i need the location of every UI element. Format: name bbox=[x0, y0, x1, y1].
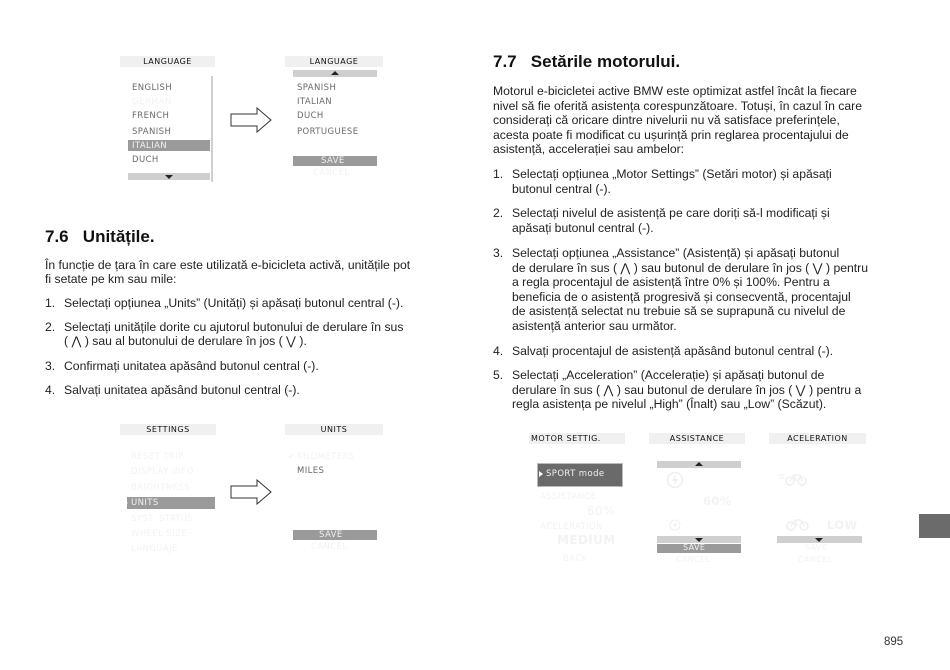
motor-intro-line-1: Motorul e-bicicletei active BMW este optimizat astfel încât la fiecare bbox=[493, 84, 857, 98]
step-text: Confirmați unitatea apăsând butonul central (-). bbox=[64, 359, 319, 373]
pointer-icon bbox=[123, 500, 128, 506]
step-number: 1. bbox=[45, 296, 56, 310]
level-marker-icon bbox=[692, 496, 700, 504]
check-icon: ✔ bbox=[288, 452, 296, 461]
step-number: 3. bbox=[45, 359, 56, 373]
step-text: Selectați „Acceleration” (Accelerație) și apăsați butonul de bbox=[512, 368, 825, 382]
scrollbar bbox=[211, 76, 213, 182]
step-number: 2. bbox=[45, 320, 56, 334]
motor-step-2 bbox=[493, 206, 913, 236]
section-title-units: 7.6 Unitățile. bbox=[45, 227, 155, 246]
lang-option-german: GERMAN bbox=[132, 97, 172, 107]
pointer-icon bbox=[539, 471, 543, 477]
lang-option-french: FRENCH bbox=[132, 111, 170, 121]
units-option-miles: MILES bbox=[297, 466, 325, 476]
step-text: derulare în sus ( ⋀ ) sau butonul de derulare în jos ( ⋁ ) pentru a bbox=[512, 382, 862, 397]
pointer-icon bbox=[652, 545, 657, 551]
settings-option-language: LANGUAJE bbox=[131, 544, 178, 554]
step-text: Selectați nivelul de asistență pe care doriți să-l modificați și bbox=[512, 206, 830, 220]
step-text: apăsați butonul central (-). bbox=[512, 220, 654, 235]
motor-intro-line-3: considerați că oricare dintre nivelurii nu vă satisface preferințele, bbox=[493, 113, 840, 127]
arrow-right-icon bbox=[230, 107, 272, 133]
screen-header: ASSISTANCE bbox=[649, 433, 745, 444]
save-option: SAVE bbox=[683, 543, 706, 552]
step-text: Selectați unitățile dorite cu ajutorul butonului de derulare în sus bbox=[64, 320, 404, 334]
settings-screen bbox=[120, 424, 216, 556]
level-marker-icon bbox=[816, 520, 824, 528]
bicycle-icon bbox=[786, 517, 810, 531]
step-number: 3. bbox=[493, 246, 504, 260]
chevron-up-icon bbox=[695, 462, 703, 466]
step-text: butonul central (-). bbox=[512, 181, 611, 196]
section-title-motor-settings: 7.7 Setările motorului. bbox=[493, 52, 681, 71]
pointer-icon bbox=[287, 158, 292, 164]
acceleration-label: ACELERATION bbox=[540, 522, 603, 532]
step-text: regla asistența pe nivelul „High” (Înalt) sau „Low” (Scăzut). bbox=[512, 397, 827, 412]
lang-option-spanish: SPANISH bbox=[297, 83, 337, 93]
lang-option-duch: DUCH bbox=[297, 111, 324, 121]
save-option: SAVE bbox=[805, 543, 828, 552]
step-text: asistență anterior sau următor. bbox=[512, 319, 677, 333]
step-text: ( ⋀ ) sau al butonului de derulare în jos ( ⋁ ). bbox=[64, 334, 307, 348]
cancel-option: CANCEL bbox=[676, 555, 711, 564]
step-text: Selectați opțiunea „Assistance” (Asistență) și apăsați butonul bbox=[512, 246, 840, 260]
assistance-label: ASSISTANCE bbox=[540, 492, 597, 502]
settings-option-wheel-size: WHEEL SIZE bbox=[131, 529, 188, 539]
assistance-value: 60% bbox=[587, 504, 615, 518]
settings-option-syst-status: SYST. STATUS bbox=[131, 514, 194, 524]
settings-option-brightness: BRIGHTNESS bbox=[131, 483, 190, 493]
back-option: BACK bbox=[563, 554, 588, 564]
motor-step-1 bbox=[493, 167, 913, 197]
screen-header: MOTOR SETTIG. bbox=[529, 433, 625, 444]
lang-option-italian: ITALIAN bbox=[132, 141, 168, 151]
units-screen bbox=[285, 424, 383, 556]
save-option: SAVE bbox=[319, 530, 343, 540]
units-intro-line-1: În funcție de țara în care este utilizată e-bicicleta activă, unitățile pot bbox=[45, 258, 411, 272]
units-step-2 bbox=[45, 320, 465, 350]
lang-option-duch: DUCH bbox=[132, 155, 159, 165]
mode-value: SPORT mode bbox=[546, 469, 605, 479]
lightning-circle-icon bbox=[666, 471, 684, 489]
motor-settings-screen bbox=[529, 433, 625, 567]
screen-header: LANGUAGE bbox=[285, 56, 383, 67]
lightning-small-icon bbox=[669, 519, 681, 531]
chapter-tab bbox=[919, 514, 950, 538]
chevron-down-icon bbox=[165, 175, 173, 179]
screen-header: ACELERATION bbox=[769, 433, 866, 444]
lang-option-italian: ITALIAN bbox=[297, 97, 333, 107]
chevron-down-icon bbox=[815, 538, 823, 542]
cancel-option: CANCEL bbox=[311, 542, 348, 552]
settings-option-reset-trip: RESET TRIP bbox=[131, 452, 184, 462]
page-number: 895 bbox=[884, 636, 904, 648]
motor-intro-line-2: nivel să fie oferită asistența corespunzătoare. Totuși, în cazul în care bbox=[493, 99, 862, 113]
arrow-right-icon bbox=[230, 479, 272, 505]
step-text: Selectați opțiunea „Motor Settings” (Setări motor) și apăsați bbox=[512, 167, 832, 181]
screen-header: SETTINGS bbox=[120, 424, 216, 435]
settings-option-display-info: DISPLAY INFO bbox=[131, 467, 194, 477]
settings-option-units: UNITS bbox=[131, 498, 159, 508]
assistance-screen bbox=[649, 433, 745, 567]
language-screen-before bbox=[120, 56, 215, 184]
language-screen-after bbox=[285, 56, 383, 184]
step-number: 4. bbox=[45, 383, 56, 397]
motor-intro-line-4: acesta poate fi modificat cu ușurință prin reglarea procentajului de bbox=[493, 128, 849, 142]
motor-step-5 bbox=[493, 368, 913, 413]
step-text: Selectați opțiunea „Units” (Unități) și apăsați butonul central (-). bbox=[64, 296, 404, 310]
step-text: a regla procentajul de asistență între 0% și 100%. Pentru a bbox=[512, 275, 830, 290]
lang-option-english: ENGLISH bbox=[132, 83, 173, 93]
step-number: 4. bbox=[493, 344, 504, 358]
units-intro-line-2: fi setate pe km sau mile: bbox=[45, 272, 177, 286]
step-number: 2. bbox=[493, 206, 504, 220]
step-number: 1. bbox=[493, 167, 504, 181]
cancel-option: CANCEL bbox=[798, 555, 833, 564]
screen-header: LANGUAGE bbox=[120, 56, 215, 67]
radio-dot-icon bbox=[123, 98, 128, 103]
acceleration-value: MEDIUM bbox=[557, 533, 616, 547]
step-text: de derulare în sus ( ⋀ ) sau butonul de derulare în jos ( ⋁ ) pentru bbox=[512, 260, 869, 275]
save-option: SAVE bbox=[321, 156, 345, 166]
lang-option-spanish: SPANISH bbox=[132, 127, 172, 137]
step-text: Salvați unitatea apăsând butonul central (-). bbox=[64, 383, 300, 397]
chevron-down-icon bbox=[695, 538, 703, 542]
step-text: de asistență selectat nu trebuie să se suprapună cu nivelul de bbox=[512, 304, 846, 319]
acceleration-level-value: LOW bbox=[827, 518, 858, 532]
pointer-icon bbox=[122, 142, 127, 148]
lang-option-portuguese: PORTUGUESE bbox=[297, 127, 359, 137]
motor-step-3 bbox=[493, 246, 913, 336]
cancel-option: CANCEL bbox=[313, 168, 350, 178]
step-text: Salvați procentajul de asistență apăsând butonul central (-). bbox=[512, 344, 834, 358]
acceleration-screen bbox=[769, 433, 866, 567]
assistance-percent-value: 60% bbox=[703, 494, 732, 508]
chevron-up-icon bbox=[331, 71, 339, 75]
pointer-icon bbox=[287, 532, 292, 538]
step-text: beneficia de o asistență progresivă și consecventă, procentajul bbox=[512, 289, 851, 304]
screen-header: UNITS bbox=[285, 424, 383, 435]
motor-intro-line-5: asistență, accelerației sau ambelor: bbox=[493, 142, 685, 156]
bicycle-fast-icon bbox=[778, 472, 808, 486]
step-number: 5. bbox=[493, 368, 504, 382]
units-option-kilometers: KILOMETERS bbox=[297, 452, 355, 462]
